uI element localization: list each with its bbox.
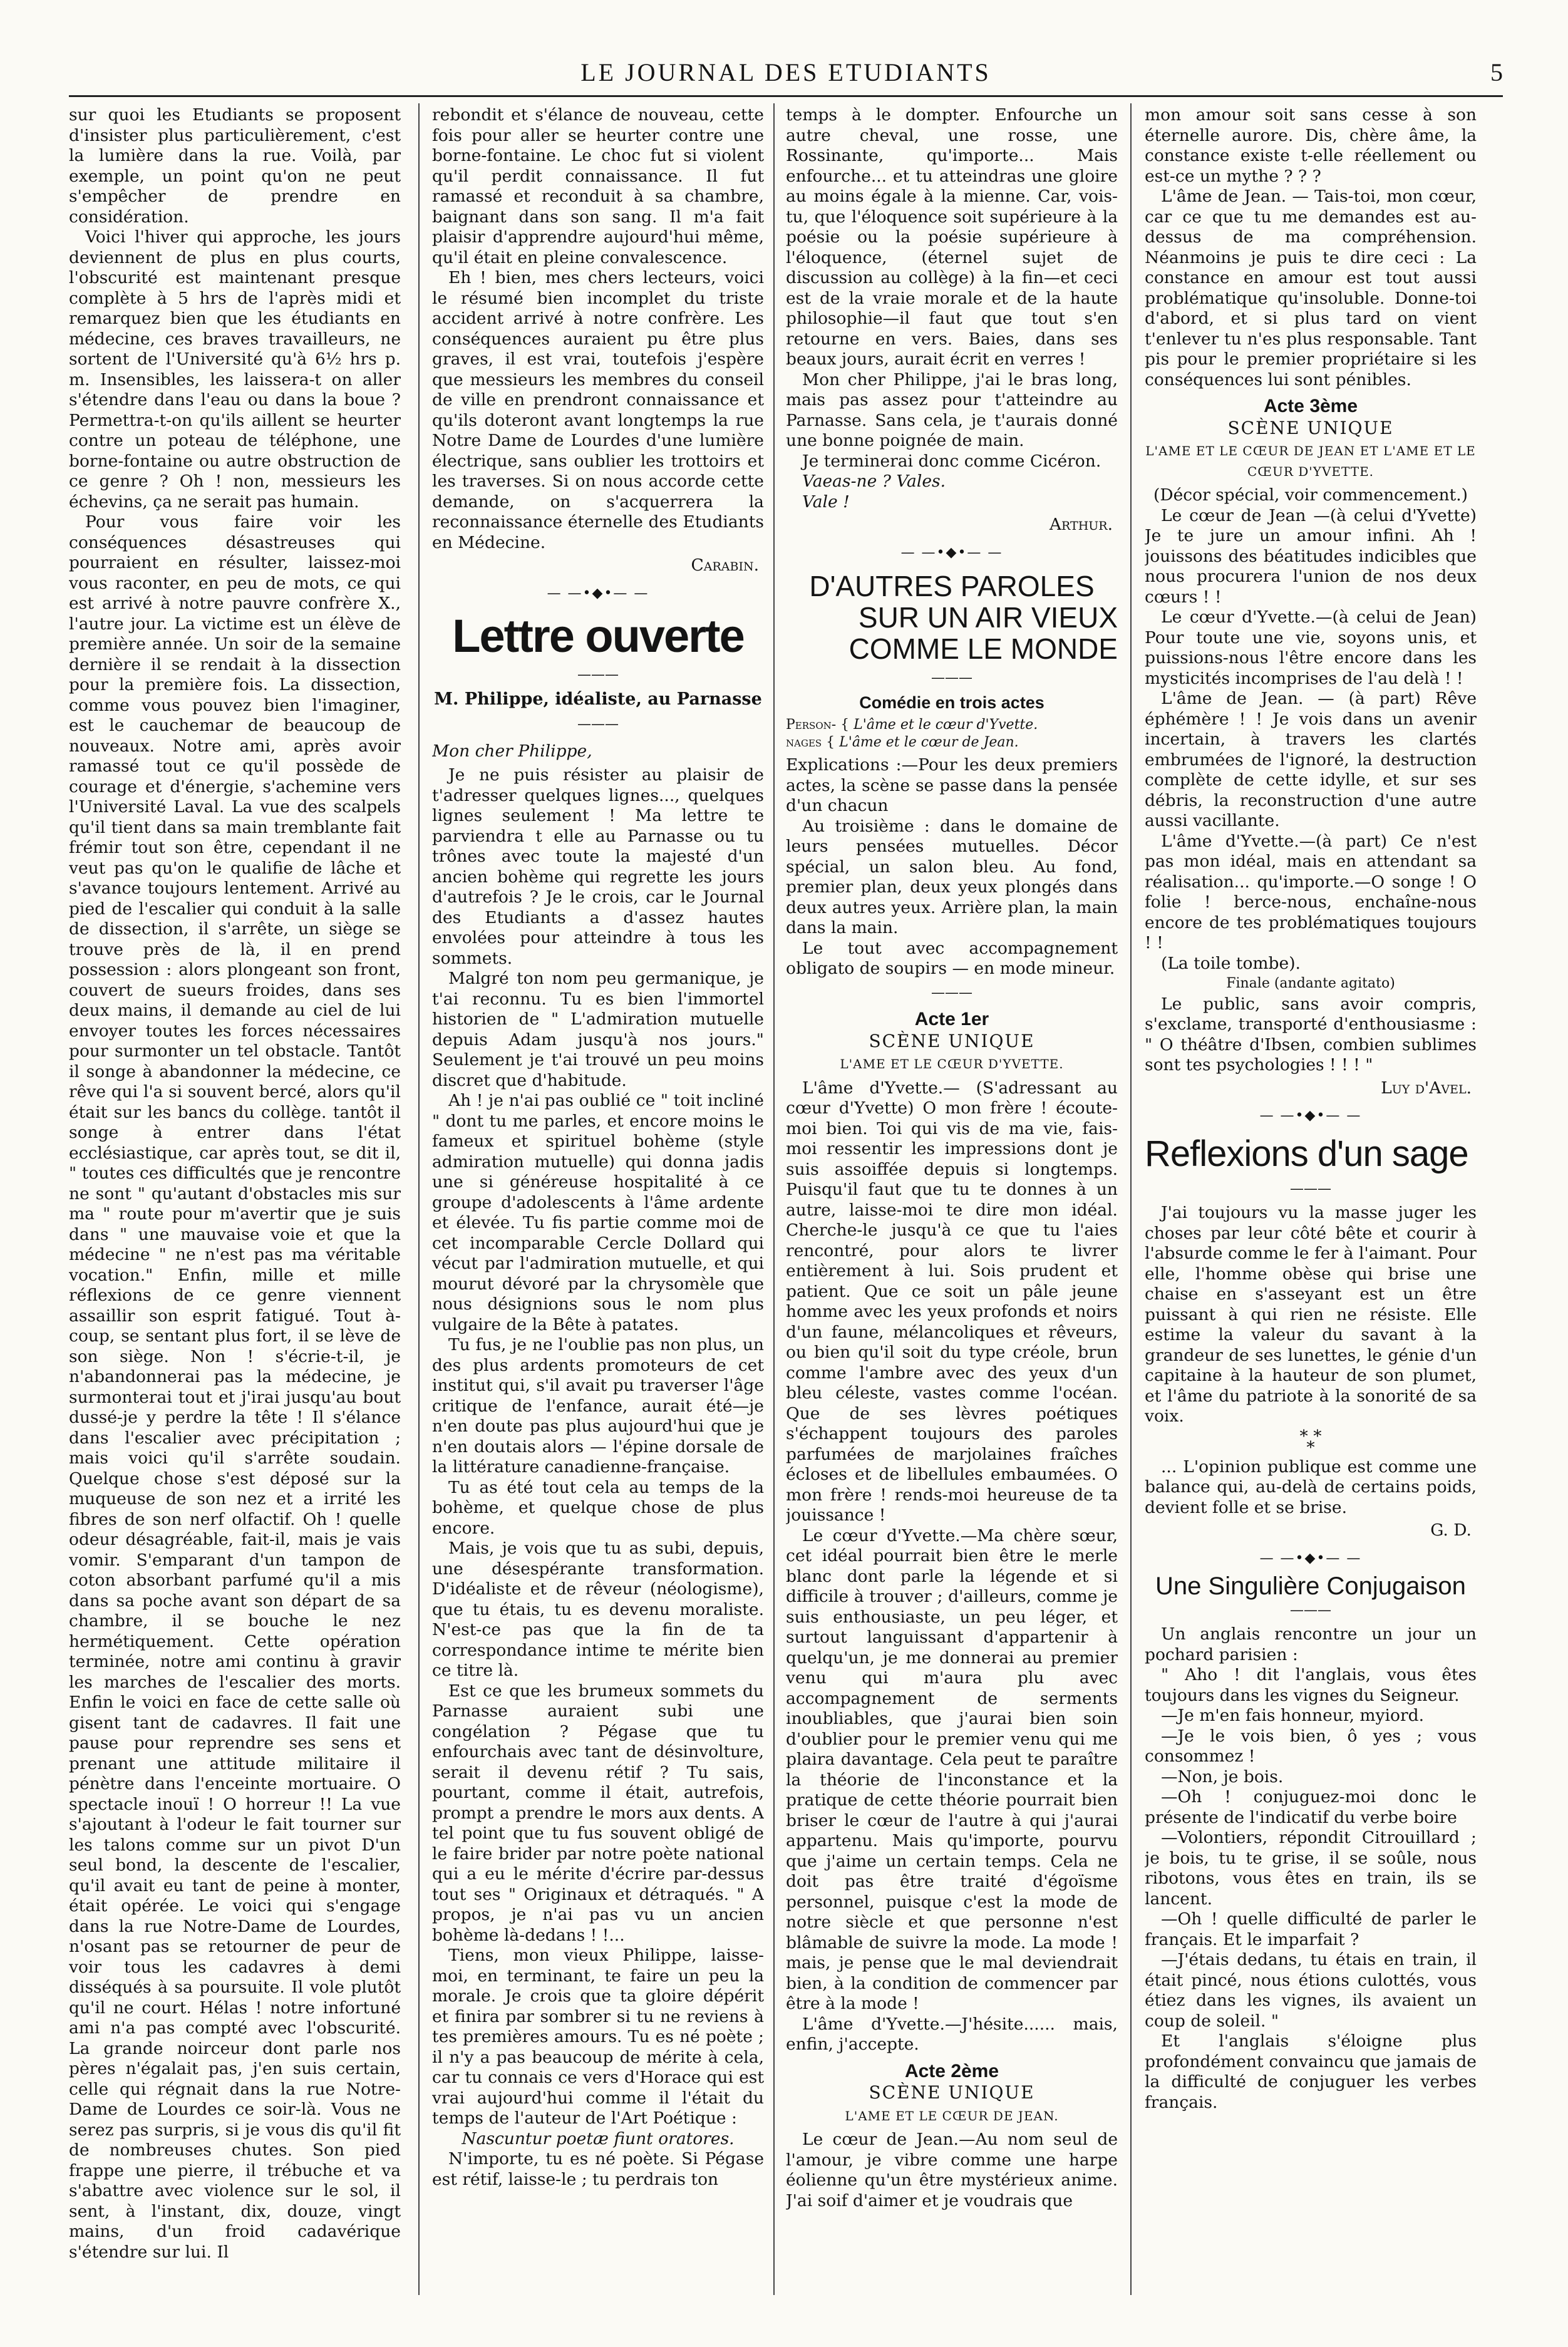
act-heading: Acte 2ème	[904, 2060, 999, 2081]
section-ornament: — —•◆•— —	[547, 585, 649, 601]
article-subtitle: M. Philippe, idéaliste, au Parnasse	[434, 689, 762, 709]
paragraph: Et l'anglais s'éloigne plus profondément convaincu que jamais de la difficulté de conjuguer les verbes français.	[1145, 2031, 1477, 2112]
section-ornament: — —•◆•— —	[1259, 1108, 1362, 1123]
column-rule	[773, 103, 775, 2295]
dialogue: L'âme d'Yvette.— (S'adressant au cœur d'Yvette) O mon frère ! écoute-moi bien. Toi qui vis de ma vie, fais-moi ressentir les impressions dont je suis assoiffée depuis si longtemps. Puisqu'il faut que tu te donnes à un autre, laisse-moi te dire mon idéal. Cherche-le jusqu'à ce que tu l'aies rencontré, pour alors te livrer entièrement à lui. Sois prudent et patient. Que ce soit un pâle jeune homme avec les yeux profonds et noirs d'un faune, mélancoliques et rêveurs, ou bien qu'il soit du type créole, brun comme l'ambre avec des yeux d'un bleu céleste, vastes comme l'océan. Que de ses lèvres poétiques s'échappent toujours des paroles parfumées de marjolaines fraîches écloses et de libellules embaumées. O mon frère ! rends-moi heureuse de ta jouissance !	[786, 1078, 1118, 1525]
act-heading: Acte 3ème	[1263, 396, 1358, 416]
paragraph: Mon cher Philippe, j'ai le bras long, mais pas assez pour t'atteindre au Parnasse. Sans cela, je t'aurais donné une bonne poignée de main.	[786, 369, 1118, 450]
masthead-title: LE JOURNAL DES ETUDIANTS	[580, 58, 991, 86]
article-title-conjugaison: Une Singulière Conjugaison	[1155, 1572, 1466, 1600]
paragraph: N'importe, tu es né poète. Si Pégase est rétif, laisse-le ; tu perdrais ton	[432, 2149, 764, 2189]
dialogue: L'âme d'Yvette.—(à part) Ce n'est pas mon idéal, mais en attendant sa réalisation... qu'importe.—O songe ! O folie ! berce-nous, enchaîne-nous encore de tes problématiques toujours ! !	[1145, 831, 1477, 952]
latin-line: Vale !	[802, 492, 850, 512]
personnages-label: nages	[786, 735, 822, 750]
paragraph: Je ne puis résister au plaisir de t'adresser quelques lignes..., quelques lignes seulement ! Ma lettre te parviendra t elle au Parnasse ou tu trônes avec toute la majesté d'un ancien bohème qui regrette les jours d'autrefois ? Je le crois, car le Journal des Etudiants a d'assez hautes envolées pour atteindre à tous les sommets.	[432, 765, 764, 968]
column-4	[1145, 105, 1477, 2297]
dialogue: Le cœur d'Yvette.—(à celui de Jean) Pour toute une vie, soyons unis, et puissions-nous l'être encore dans les mysticités incomprises de l'au delà ! !	[1145, 607, 1477, 688]
stage-direction: (La toile tombe).	[1161, 953, 1301, 973]
title-line: SUR UN AIR VIEUX	[858, 601, 1118, 634]
scene-characters: L'AME ET LE CŒUR D'YVETTE.	[840, 1056, 1064, 1071]
finale-heading: Finale (andante agitato)	[1226, 976, 1395, 991]
paragraph: Voici l'hiver qui approche, les jours deviennent de plus en plus courts, l'obscurité est maintenant presque complète à 5 hrs de l'après midi et remarquez bien que les étudiants en médecine, ces braves travailleurs, ne sortent de l'Université qu'à 6½ hrs p. m. Insensibles, les laissera-t on aller s'étendre dans l'eau ou dans la boue ? Permettra-t-on qu'ils aillent se heurter contre un poteau de téléphone, une borne-fontaine ou autre obstruction de ce genre ? Oh ! non, messieurs les échevins, ça ne serait pas humain.	[69, 227, 401, 512]
signature: Carabin.	[691, 555, 759, 575]
title-line: D'AUTRES PAROLES	[809, 570, 1095, 602]
short-rule: ———	[931, 984, 972, 1001]
comedie-subtitle: Comédie en trois actes	[859, 693, 1044, 712]
paragraph: Ah ! je n'ai pas oublié ce " toit incliné " dont tu me parles, et encore moins le fameux et spirituel bohème (style admiration mutuelle) qui donna jadis une si généreuse hospitalité à ce groupe d'adolescents à l'âme ardente et élevée. Tu fis partie comme moi de cet incomparable Cercle Dollard qui vécut par l'admiration mutuelle, et qui mourut dévoré par la chrysomèle que nous désignions sous le nom plus vulgaire de la Bête à patates.	[432, 1091, 764, 1334]
signature: G. D.	[1430, 1520, 1472, 1540]
paragraph: temps à le dompter. Enfourche un autre cheval, une rosse, une Rossinante, qu'importe... Mais enfourche... et tu atteindras une gloire au moins égale à la mienne. Car, vois-tu, que l'éloquence soit supérieure à la poésie ou la poésie supérieure à l'éloquence, (éternel sujet de discussion au collège) à la fin—et ceci est de la vraie morale et de la haute philosophie—il faut que tout s'en retourne en vers. Baies, dans ses beaux jours, aurait écrit en verres !	[786, 105, 1118, 369]
paragraph: J'ai toujours vu la masse juger les choses par leur côté bête et courir à l'absurde comme le fer à l'aimant. Pour elle, l'homme obèse qui brise une chaise en s'asseyant est un être puissant à qui rien ne résiste. Elle estime la valeur du savant à la grandeur de ses lunettes, le génie d'un capitaine à la hauteur de son plumet, et l'âme du patriote à la sonorité de sa voix.	[1145, 1203, 1477, 1426]
salutation: Mon cher Philippe,	[432, 741, 592, 761]
paragraph: rebondit et s'élance de nouveau, cette fois pour aller se heurter contre une borne-fontaine. Le choc fut si violent qu'il perdit connaissance. Il fut ramassé et reconduit à sa chambre, baignant dans son sang. Il m'a fait plaisir d'apprendre aujourd'hui même, qu'il était en pleine convalescence.	[432, 105, 764, 267]
title-line: COMME LE MONDE	[848, 632, 1118, 665]
paragraph: Est ce que les brumeux sommets du Parnasse auraient subi une congélation ? Pégase que tu enfourchais avec tant de désinvolture, serait il devenu rétif ? Tu sais, pourtant, comme il était, autrefois, prompt a prendre le mors aux dents. A tel point que tu fus souvent obligé de le faire brider par notre poète national qui a eu le mérite d'écrire par-dessus tout ses " Originaux et détraqués. " A propos, je n'ai pas vu un ancien bohème là-dedans ! !...	[432, 1681, 764, 1945]
latin-quote: Nascuntur poetæ fiunt oratores.	[462, 2128, 735, 2148]
article-title-reflexions: Reflexions d'un sage	[1145, 1133, 1468, 1174]
asterism: * * *	[1299, 1426, 1322, 1457]
dialogue: —Volontiers, répondit Citrouillard ; je bois, tu te grise, il se soûle, nous ribotons, vous êtes en train, ils se lancent.	[1145, 1828, 1477, 1909]
paragraph: Malgré ton nom peu germanique, je t'ai reconnu. Tu es bien l'immortel historien de " L'admiration mutuelle depuis Adam jusqu'à nos jours." Seulement je t'ai trouvé un peu moins discret que d'habitude.	[432, 969, 764, 1090]
dialogue: Le cœur d'Yvette.—Ma chère sœur, cet idéal pourrait bien être le merle blanc dont parle la légende et si difficile à trouver ; d'ailleurs, comme je suis enthousiaste, un peu léger, et surtout languissant d'appartenir à quelqu'un, je me donnerai au premier venu qui m'aura plu avec accompagnement de serments inoubliables, que j'aurai bien soin d'oublier pour le premier venu qui me plaira davantage. Cela peut te paraître la théorie de l'inconstance et la pratique de cette théorie pourrait bien briser le cœur de l'autre à qui j'aurai appartenu. Mais qu'importe, pourvu que j'aime un certain temps. Cela ne doit pas être traité d'égoïsme personnel, puisque c'est la mode de notre siècle et que personne n'est blâmable de suivre la mode. La mode ! mais, je pense que le mal deviendrait bien, à la condition de commencer par être à la mode !	[786, 1525, 1118, 2013]
column-2	[432, 105, 764, 2297]
dialogue: Le cœur de Jean —(à celui d'Yvette) Je te jure un amour infini. Ah ! jouissons des béatitudes indicibles que nous procurera l'union de nos deux cœurs ! !	[1145, 505, 1477, 607]
stage-direction: (Décor spécial, voir commencement.)	[1153, 485, 1468, 505]
dialogue: L'âme d'Yvette.—J'hésite...... mais, enfin, j'accepte.	[786, 2014, 1118, 2054]
personnage: L'âme et le cœur de Jean.	[839, 735, 1019, 750]
section-ornament: — —•◆•— —	[900, 544, 1003, 560]
column-3	[786, 105, 1118, 2297]
scene-heading: SCÈNE UNIQUE	[869, 1030, 1035, 1051]
dialogue: mon amour soit sans cesse à son éternelle aurore. Dis, chère âme, la constance existe t-elle réellement ou est-ce un mythe ? ? ?	[1145, 105, 1477, 186]
act-heading: Acte 1er	[914, 1009, 989, 1029]
personnages-list: Person- { L'âme et le cœur d'Yvette. nages { L'âme et le cœur de Jean.	[786, 717, 1038, 750]
paragraph: Eh ! bien, mes chers lecteurs, voici le résumé bien incomplet du triste accident arrivé à notre confrère. Les conséquences auraient pu être plus graves, il est vrai, toutefois j'espère que messieurs les membres du conseil de ville en prendront connaissance et qu'ils doteront avant longtemps la rue Notre Dame de Lourdes d'une lumière électrique, sans oublier les trottoirs et les traverses. Si on nous accorde cette demande, on s'acquerrera la reconnaissance éternelle des Etudiants en Médecine.	[432, 268, 764, 552]
dialogue: L'âme de Jean. — Tais-toi, mon cœur, car ce que tu me demandes est au-dessus de ma compréhension. Néanmoins je puis te dire ceci : La constance en amour est tout aussi problématique qu'insoluble. Donne-toi d'abord, et si plus tard on vient t'enlever tu n'es plus responsable. Tant pis pour le premier propriétaire si les conséquences lui sont pénibles.	[1145, 187, 1477, 389]
dialogue: L'âme de Jean. — (à part) Rêve éphémère ! ! Je vois dans un avenir incertain, à travers les clartés embrumées de l'ignoré, la destruction complète de cette idylle, et sur ses débris, la reconstruction d'une autre aussi vacillante.	[1145, 689, 1477, 830]
paragraph: Un anglais rencontre un jour un pochard parisien :	[1145, 1624, 1477, 1664]
paragraph: Pour vous faire voir les conséquences désastreuses qui pourraient en résulter, laissez-moi vous raconter, en peu de mots, ce qui est arrivé à notre pauvre confrère X., l'autre jour. La victime est un élève de première année. Un soir de la semaine dernière il se rendait à la dissection pour la première fois. La dissection, comme vous pouvez bien l'imaginer, est le cauchemar de beaucoup de nouveaux. Notre ami, après avoir ramassé tout ce qu'il possède de courage et d'énergie, s'achemine vers l'Université Laval. La vue des scalpels qu'il tient dans sa main tremblante fait frémir tout son être, cependant il ne veut pas qu'on le qualifie de lâche et s'avance toujours lentement. Arrivé au pied de l'escalier qui conduit à la salle de dissection, il s'arrête, un siège se trouve près de là, il en prend possession : alors plongeant son front, couvert de sueurs froides, dans ses deux mains, il demande au ciel de lui envoyer toutes les forces nécessaires pour surmonter un tel obstacle. Tantôt il songe à abandonner la médecine, ce rêve qui l'a si souvent bercé, alors qu'il était sur les bancs du collège. tantôt il songe à entrer dans l'état ecclésiastique, car après tout, se dit il, " toutes ces difficultés que je rencontre ne sont " qu'autant d'obstacles mis sur ma " route pour m'avertir que je suis dans " une mauvaise voie et que la médecine " ne n'est pas ma véritable vocation." Enfin, mille et mille réflexions de ce genre viennent assaillir son esprit fatigué. Tout à-coup, se sentant plus fort, il se lève de son siège. Non ! s'écrie-t-il, je n'abandonnerai pas la médecine, je surmonterai tout et j'irai jusqu'au bout dussé-je y perdre la tête ! Il s'élance dans l'escalier avec précipitation ; mais voici qu'il s'arrête soudain. Quelque chose s'est déposé sur la muqueuse de son nez et a irrité les fibres de son nerf olfactif. Oh ! quelle odeur désagréable, fait-il, mais je vais vomir. S'emparant d'un tampon de coton absorbant parfumé qu'il a mis dans sa poche avant son départ de sa chambre, il se bouche le nez hermétiquement. Cette opération terminée, notre ami continu à gravir les marches de l'escalier des morts. Enfin le voici en face de cette salle où gisent tant de cadavres. Il fait une pause pour reprendre ses sens et prenant une attitude militaire il pénètre dans l'enceinte mortuaire. O spectacle inouï ! O horreur !! La vue s'ajoutant à l'odeur le fait tourner sur les talons comme sur un pivot D'un seul bond, la descente de l'escalier, qu'il avait eu tant de peine à monter, était opérée. Le voici qui s'engage dans la rue Notre-Dame de Lourdes, n'osant pas se retourner de peur de voir tous les cadavres à demi disséqués à sa poursuite. Il vole plutôt qu'il ne court. Hélas ! notre infortuné ami n'a pas compté avec l'obscurité. La grande noirceur dont parle nos pères n'égalait pas, j'en suis certain, celle qui régnait dans la rue Notre-Dame de Lourdes ce soir-là. Vous ne serez pas surpris, si je vous dis qu'il fit de nombreuses chutes. Son pied frappe une pierre, il trébuche et va s'abattre avec violence sur le sol, il sent, à l'instant, dix, douze, vingt mains, d'un froid cadavérique s'étendre sur lui. Il	[69, 512, 401, 2262]
scene-heading: SCÈNE UNIQUE	[869, 2082, 1035, 2103]
dialogue: —Oh ! conjuguez-moi donc le présente de l'indicatif du verbe boire	[1145, 1787, 1477, 1827]
page-header	[69, 58, 1503, 97]
short-rule: ———	[1290, 1602, 1331, 1618]
section-ornament: — —•◆•— —	[1259, 1550, 1362, 1566]
dialogue: —Je m'en fais honneur, myiord.	[1161, 1706, 1425, 1725]
paragraph: Tiens, mon vieux Philippe, laisse-moi, en terminant, te faire un peu la morale. Je crois que ta gloire dépérit et finira par sombrer si tu ne reviens à tes premières amours. Tu es né poète ; il n'y a pas beaucoup de mérite à cela, car tu connais ce vers d'Horace qui est vrai aujourd'hui comme il l'était du temps de l'auteur de l'Art Poétique :	[432, 1946, 764, 2128]
short-rule: ———	[1290, 1180, 1331, 1197]
short-rule: ———	[577, 716, 619, 732]
paragraph: sur quoi les Etudiants se proposent d'insister plus particulièrement, c'est la lumière dans la rue. Voilà, par exemple, un point qu'on ne peut s'empêcher de prendre en considération.	[69, 105, 401, 227]
dialogue: —Non, je bois.	[1161, 1767, 1284, 1787]
paragraph: Tu as été tout cela au temps de la bohème, et quelque chose de plus encore.	[432, 1477, 764, 1538]
paragraph: Mais, je vois que tu as subi, depuis, une désespérante transformation. D'idéaliste et de rêveur (néologisme), que tu étais, tu es devenu moraliste. N'est-ce pas que la fin de ta correspondance intime te mérite bien ce titre là.	[432, 1539, 764, 1680]
page-number: 5	[1490, 58, 1503, 86]
personnage: L'âme et le cœur d'Yvette.	[854, 717, 1038, 733]
column-rule	[1130, 103, 1132, 2295]
article-title-lettre-ouverte: Lettre ouverte	[452, 610, 744, 662]
dialogue: —J'étais dedans, tu étais en train, il était pincé, nous étions culottés, vous étiez dans les vignes, ils avaient un coup de soleil. "	[1145, 1950, 1477, 2031]
column-1	[69, 105, 401, 2297]
paragraph: Le public, sans avoir compris, s'exclame, transporté d'enthousiasme : " O théâtre d'Ibsen, combien sublimes sont tes psychologies ! ! ! "	[1145, 994, 1477, 1075]
paragraph: Tu fus, je ne l'oublie pas non plus, un des plus ardents promoteurs de cet institut qui, s'il avait pu traverser l'âge critique de l'enfance, aurait été—je n'en doute pas plus aujourd'hui que je n'en doutais alors — l'épine dorsale de la littérature canadienne-française.	[432, 1335, 764, 1477]
paragraph: Le tout avec accompagnement obligato de soupirs — en mode mineur.	[786, 938, 1118, 978]
paragraph: ... L'opinion publique est comme une balance qui, au-delà de certains poids, devient folle et se brise.	[1145, 1457, 1477, 1517]
paragraph: Explications :—Pour les deux premiers actes, la scène se passe dans la pensée d'un chacun	[786, 755, 1118, 815]
column-rule	[418, 103, 420, 2295]
dialogue: Le cœur de Jean.—Au nom seul de l'amour, je vibre comme une harpe éolienne qu'un être mystérieux anime. J'ai soif d'aimer et je voudrais que	[786, 2130, 1118, 2210]
scene-characters: L'AME ET LE CŒUR DE JEAN ET L'AME ET LE CŒUR D'YVETTE.	[1145, 443, 1476, 479]
paragraph: Je terminerai donc comme Cicéron.	[802, 451, 1101, 471]
dialogue: " Aho ! dit l'anglais, vous êtes toujours dans les vignes du Seigneur.	[1145, 1665, 1477, 1705]
personnages-label: Person-	[786, 717, 837, 733]
article-title-autres-paroles	[786, 570, 1118, 664]
scene-heading: SCÈNE UNIQUE	[1227, 417, 1394, 438]
dialogue: —Je le vois bien, ô yes ; vous consommez !	[1145, 1726, 1477, 1766]
signature: Arthur.	[1049, 515, 1113, 534]
dialogue: —Oh ! quelle difficulté de parler le français. Et le imparfait ?	[1145, 1909, 1477, 1949]
latin-line: Vaeas-ne ? Vales.	[802, 472, 946, 491]
scene-characters: L'AME ET LE CŒUR DE JEAN.	[845, 2108, 1059, 2123]
signature: Luy d'Avel.	[1381, 1078, 1472, 1098]
paragraph: Au troisième : dans le domaine de leurs pensées mutuelles. Décor spécial, un salon bleu. Au fond, premier plan, deux yeux plongés dans deux autres yeux. Arrière plan, la main dans la main.	[786, 816, 1118, 937]
short-rule: ———	[931, 670, 972, 686]
short-rule: ———	[577, 667, 619, 683]
